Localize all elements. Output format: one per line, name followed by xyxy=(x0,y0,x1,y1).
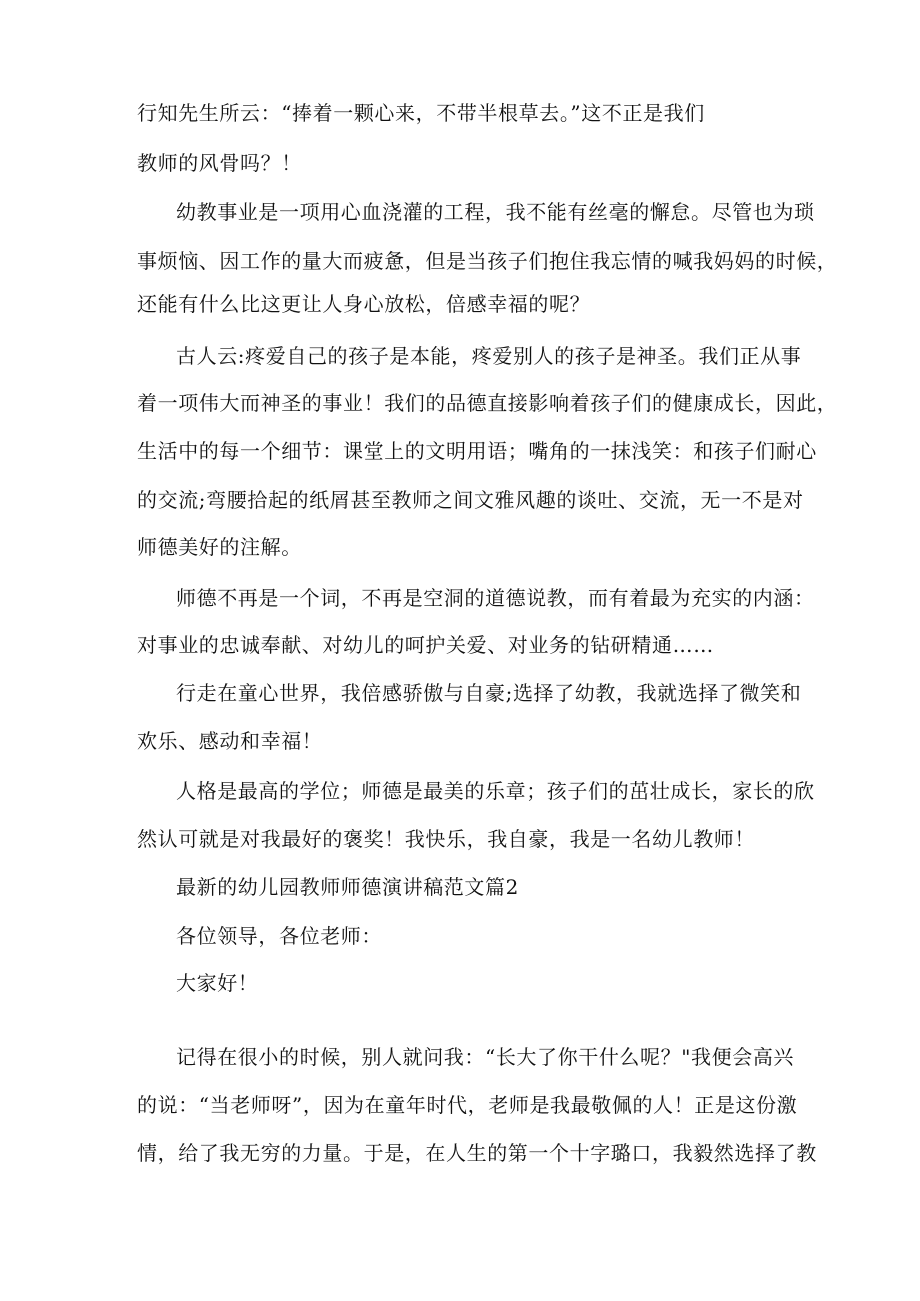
text-line-10: 师德美好的注解。 xyxy=(137,535,302,559)
text-line-14: 欢乐、感动和幸福！ xyxy=(137,729,323,753)
text-line-9: 的交流;弯腰拾起的纸屑甚至教师之间文雅风趣的谈吐、交流，无一不是对 xyxy=(137,488,804,512)
text-line-12: 对事业的忠诚奉献、对幼儿的呵护关爱、对业务的钻研精通…… xyxy=(137,633,714,657)
text-line-8: 生活中的每一个细节：课堂上的文明用语；嘴角的一抹浅笑：和孩子们耐心 xyxy=(137,439,817,463)
text-line-15: 人格是最高的学位；师德是最美的乐章；孩子们的茁壮成长，家长的欣 xyxy=(176,779,815,803)
text-line-22: 情，给了我无穷的力量。于是，在人生的第一个十字璐口，我毅然选择了教 xyxy=(137,1141,817,1165)
text-line-1: 行知先生所云：“捧着一颗心来，不带半根草去。”这不正是我们 xyxy=(137,101,705,125)
section-heading: 最新的幼儿园教师师德演讲稿范文篇2 xyxy=(176,875,519,899)
salutation: 各位领导，各位老师： xyxy=(176,924,382,948)
greeting: 大家好！ xyxy=(176,971,259,995)
text-line-4: 事烦恼、因工作的量大而疲惫，但是当孩子们抱住我忘情的喊我妈妈的时候， xyxy=(137,249,838,273)
text-line-2: 教师的风骨吗？！ xyxy=(137,151,302,175)
text-line-5: 还能有什么比这更让人身心放松，倍感幸福的呢？ xyxy=(137,292,591,316)
text-line-3: 幼教事业是一项用心血浇灌的工程，我不能有丝毫的懈怠。尽管也为琐 xyxy=(176,200,815,224)
text-line-7: 着一项伟大而神圣的事业！我们的品德直接影响着孩子们的健康成长，因此， xyxy=(137,391,838,415)
text-line-21: 的说：“当老师呀”，因为在童年时代，老师是我最敬佩的人！正是这份激 xyxy=(137,1093,798,1117)
text-line-16: 然认可就是对我最好的褒奖！我快乐，我自豪，我是一名幼儿教师！ xyxy=(137,827,755,851)
text-line-6: 古人云:疼爱自己的孩子是本能，疼爱别人的孩子是神圣。我们正从事 xyxy=(176,344,802,368)
text-line-11: 师德不再是一个词，不再是空洞的道德说教，而有着最为充实的内涵： xyxy=(176,586,815,610)
text-line-20: 记得在很小的时候，别人就问我：“长大了你干什么呢？"我便会高兴 xyxy=(176,1045,795,1069)
text-line-13: 行走在童心世界，我倍感骄傲与自豪;选择了幼教，我就选择了微笑和 xyxy=(176,681,802,705)
